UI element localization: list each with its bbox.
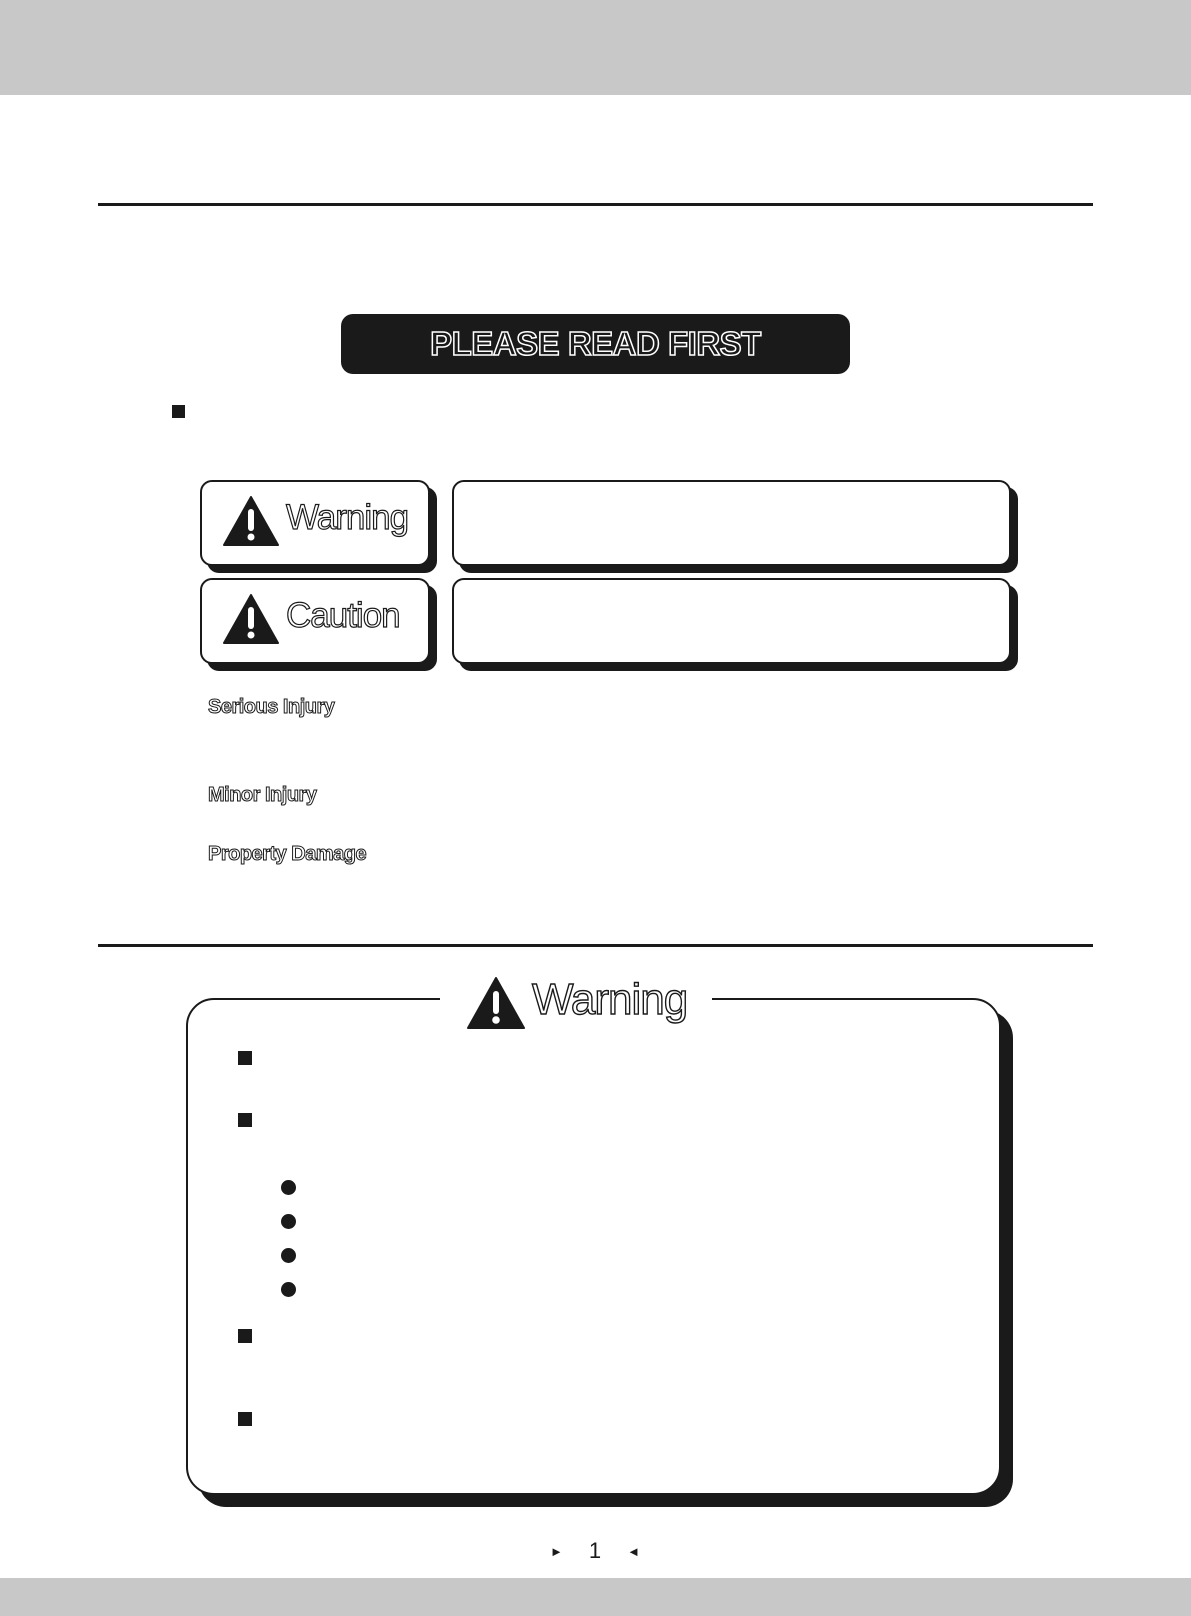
warning-triangle-icon (466, 976, 526, 1030)
top-gray-band (0, 0, 1191, 95)
right-page-marker: ◄ (627, 1543, 640, 1559)
warning-label-text: Warning (286, 498, 409, 537)
warning-panel-heading (440, 970, 712, 1030)
warning-label-box (200, 480, 430, 566)
round-bullet-icon (281, 1214, 296, 1229)
warning-description-box (452, 480, 1011, 566)
round-bullet-icon (281, 1282, 296, 1297)
round-bullet-icon (281, 1248, 296, 1263)
warning-triangle-icon (222, 495, 280, 547)
top-divider (98, 203, 1093, 206)
term-property-damage: Property Damage (208, 843, 367, 865)
square-bullet-icon (238, 1051, 252, 1065)
middle-divider (98, 944, 1093, 947)
caution-label-box (200, 578, 430, 664)
please-read-first-banner (341, 314, 850, 374)
square-bullet-icon (172, 405, 185, 418)
bottom-gray-band (0, 1578, 1191, 1616)
page-number-value: 1 (588, 1538, 602, 1563)
term-minor-injury: Minor Injury (208, 784, 317, 806)
left-page-marker: ► (550, 1543, 563, 1559)
square-bullet-icon (238, 1412, 252, 1426)
caution-triangle-icon (222, 593, 280, 645)
term-serious-injury: Serious Injury (208, 696, 335, 718)
square-bullet-icon (238, 1329, 252, 1343)
round-bullet-icon (281, 1180, 296, 1195)
caution-description-box (452, 578, 1011, 664)
page-title: PLEASE READ FIRST (430, 325, 761, 362)
warning-panel-title: Warning (532, 975, 688, 1024)
warning-panel (186, 998, 1001, 1495)
caution-label-text: Caution (286, 596, 400, 635)
square-bullet-icon (238, 1113, 252, 1127)
page-number (550, 1536, 640, 1566)
